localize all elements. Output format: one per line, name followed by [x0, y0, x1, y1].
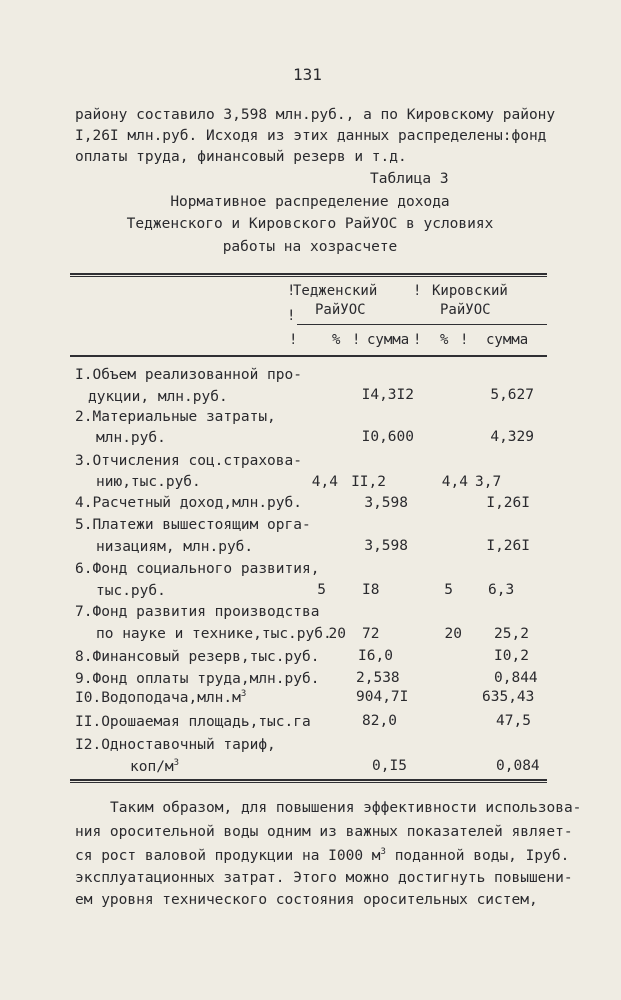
- kirov-sum: 25,2: [494, 626, 529, 642]
- tedzhen-sum: 72: [362, 626, 380, 642]
- row-label-cont: дукции, млн.руб.: [88, 389, 228, 405]
- row-label-cont: [130, 758, 179, 776]
- row-label: I.Объем реализованной про-: [75, 367, 302, 383]
- table-caption-line-1: Нормативное распределение дохода: [170, 194, 450, 210]
- kirov-pct: 20: [444, 626, 462, 642]
- header-bar-7: !: [460, 332, 469, 348]
- kirov-sum: 5,627: [490, 387, 534, 403]
- kirov-sum: 0,084: [496, 758, 540, 774]
- row-label: 3.Отчисления соц.страхова-: [75, 453, 302, 469]
- header-bar-1: !: [287, 283, 296, 299]
- row-label-cont: по науке и технике,тыс.руб.: [96, 626, 332, 642]
- row-label: [75, 689, 246, 707]
- kirov-pct: 4,4: [441, 474, 468, 490]
- kirov-sum: 635,43: [482, 689, 535, 705]
- outro-line-3: [75, 847, 569, 865]
- row-label: I2.Одноставочный тариф,: [75, 737, 276, 753]
- outro-line-3-a: ся рост валовой продукции на I000 м: [75, 848, 381, 864]
- header-tedzhen-label: Тедженский: [293, 283, 378, 299]
- row-label-cont: нию,тыс.руб.: [96, 474, 201, 490]
- tedzhen-sum: 3,598: [364, 495, 408, 511]
- kirov-sum: 4,329: [490, 429, 534, 445]
- intro-line-3: оплаты труда, финансовый резерв и т.д.: [75, 149, 407, 165]
- kirov-pct: 5: [444, 582, 453, 598]
- kirov-sum: 47,5: [496, 713, 531, 729]
- tedzhen-pct: 20: [328, 626, 346, 642]
- tedzhen-sum: 82,0: [362, 713, 397, 729]
- tedzhen-sum: 904,7I: [356, 689, 409, 705]
- header-bar-5: !: [352, 332, 361, 348]
- header-mid-rule: [297, 324, 547, 325]
- header-sum-1: сумма: [367, 332, 410, 348]
- tedzhen-pct: 4,4: [311, 474, 338, 490]
- row-label-cont: тыс.руб.: [96, 583, 166, 599]
- intro-line-1: району составило 3,598 млн.руб., а по Кировскому району: [75, 107, 556, 123]
- header-pct-1: %: [332, 332, 341, 348]
- header-bar-4: !: [289, 332, 298, 348]
- row-label: II.Орошаемая площадь,тыс.га: [75, 714, 311, 730]
- row-label: 6.Фонд социального развития,: [75, 561, 320, 577]
- header-bar-3: !: [287, 308, 296, 324]
- tedzhen-sum: I0,600: [361, 429, 414, 445]
- table-bottom-rule: [70, 779, 547, 781]
- table-top-rule-2: [70, 276, 547, 277]
- header-pct-2: %: [440, 332, 449, 348]
- tedzhen-sum: I4,3I2: [361, 387, 414, 403]
- kirov-sum: I,26I: [486, 538, 530, 554]
- tedzhen-sum: 3,598: [364, 538, 408, 554]
- row-label-cont: млн.руб.: [96, 430, 166, 446]
- outro-line-2: ния оросительной воды одним из важных показателей являет-: [75, 824, 573, 840]
- table-caption-line-3: работы на хозрасчете: [222, 239, 398, 255]
- table-top-rule: [70, 273, 547, 275]
- table-caption-line-2: Тедженского и Кировского РайУОС в условиях: [126, 216, 494, 232]
- row-label: 9.Фонд оплаты труда,млн.руб.: [75, 671, 320, 687]
- header-kirov-label: Кировский: [432, 283, 508, 299]
- unit-superscript: 3: [380, 847, 386, 857]
- outro-line-3-b: поданной воды, Iруб.: [385, 848, 570, 864]
- row-label: 7.Фонд развития производства: [75, 604, 320, 620]
- header-kirov-raiuos: РайУОС: [440, 302, 491, 318]
- tedzhen-sum: I6,0: [358, 648, 393, 664]
- row-label-cont: низациям, млн.руб.: [96, 539, 254, 555]
- kirov-sum: I,26I: [486, 495, 530, 511]
- header-bar-2: !: [413, 283, 422, 299]
- kirov-sum: 6,3: [488, 582, 515, 598]
- row-label-text: I0.Водоподача,млн.м: [75, 690, 241, 706]
- tedzhen-sum: 2,538: [356, 670, 400, 686]
- row-label: 5.Платежи вышестоящим орга-: [75, 517, 311, 533]
- tedzhen-sum: II,2: [351, 474, 386, 490]
- tedzhen-pct: 5: [317, 582, 326, 598]
- row-label: 4.Расчетный доход,млн.руб.: [75, 495, 302, 511]
- outro-line-5: ем уровня технического состояния оросительных систем,: [75, 892, 538, 908]
- outro-line-1: Таким образом, для повышения эффективности использова-: [110, 800, 582, 816]
- header-bottom-rule: [70, 355, 547, 357]
- header-bar-6: !: [413, 332, 422, 348]
- header-tedzhen-raiuos: РайУОС: [315, 302, 366, 318]
- row-label: 8.Финансовый резерв,тыс.руб.: [75, 649, 320, 665]
- unit-superscript: 3: [173, 758, 180, 768]
- kirov-sum: I0,2: [494, 648, 529, 664]
- header-sum-2: сумма: [486, 332, 529, 348]
- tedzhen-sum: 0,I5: [372, 758, 407, 774]
- row-label: 2.Материальные затраты,: [75, 409, 276, 425]
- page-number: 131: [293, 65, 322, 84]
- kirov-sum: 3,7: [475, 474, 502, 490]
- intro-line-2: I,26I млн.руб. Исходя из этих данных распределены:фонд: [75, 128, 547, 144]
- table-bottom-rule-2: [70, 782, 547, 783]
- tedzhen-sum: I8: [362, 582, 380, 598]
- row-label-text: коп/м: [130, 759, 174, 775]
- kirov-sum: 0,844: [494, 670, 538, 686]
- outro-line-4: эксплуатационных затрат. Этого можно достигнуть повышени-: [75, 870, 573, 886]
- unit-superscript: 3: [240, 689, 247, 699]
- table-label: Таблица 3: [370, 171, 449, 187]
